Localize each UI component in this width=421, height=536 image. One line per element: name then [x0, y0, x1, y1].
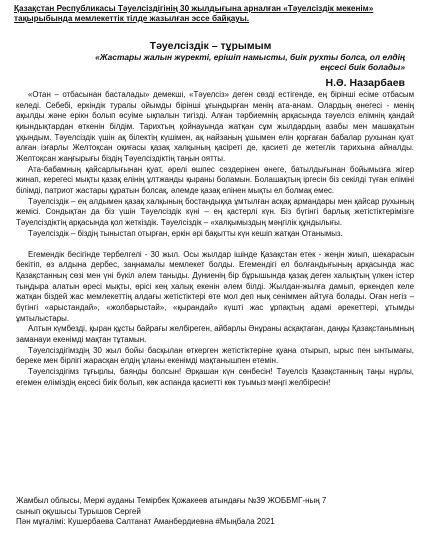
contest-header: Қазақстан Республикасы Тәуелсіздігінің 30 жылдығына арналған «Тәуелсіздік мекенім» тақырыбында мемлекеттік тілде жазылған эссе байқауы. — [14, 4, 374, 23]
signature-teacher-line: Пән мұғалімі: Кушербаева Салтанат Аманбердиевна #Мыңбала 2021 — [16, 517, 275, 526]
essay-paragraph: Тәуелсіздік – біздің тыныстап отырған, еркін әрі бақытты күн кешіп жатқан Отанымыз. — [28, 228, 343, 238]
essay-paragraph: Тәуелсіздік – ең алдымен қазақ халқының бостандыққа ұмтылған асқақ армандары мен қайсар рухының жемісі. Сондықтан да біз үшін Тәуелсіздік күні – ең қастерлі күн. Біз бүгінгі барлық жетістіктерімізге Тәуелсіздіктің арқасында қол жеткіздік. Тәуелсіздік – «халқымыздың мәңгілік құндылығы. — [16, 196, 414, 227]
essay-paragraph: Тәуелсіздігімздің 30 жыл бойы басқылан өткерген жетістіктеріне қуана отырып, ырыс пен ынтымағы, береке мен бірлігі жарасқан елдің ұланы екенімді мақтанышпен етемін. — [16, 345, 414, 366]
essay-paragraph: Тәуелсіздігімз тұғырлы, баянды болсын! Әрқашан күн сөнбесін! Тәуелсіз Қазақстанның таңы нұрлы, егемен еліміздің еңсесі биік болып, көк аспанда қасиетті көк туымыз мәңгі желбіресін! — [16, 367, 414, 387]
essay-paragraph: «Отан – отбасынан басталады» демекші, «Тәуелсіз» деген сөзді естігенде, ең бірінші есіме отбасым келеді. Себебі, еркіндік туралы ойымды бірінші ұғындырған менің ата-анам. Олардың өнегесі - менің ақылды және ерікн болып өсуіме ықпалын тигізді. Алған тәрбиемнің арқасында тәуелсіз елімнің қандай қиындықтардан өткенін білдім. Тарихтың қойнауында жатқан сұм жылдардың азабы мен машақатын ұқындым. Тәуелсіздік үшін ақ білектің күшімен, ақ найзаның ұшымен елін қорғаған бабалар рухынан қуат алған ізғарлы Желтоқсан оқиғасы қазақ халқының қасіреті де, қасиеті де жетеглік тарихына айналды. Желтоқсан жаңғырығы біздің Тәуелсіздіктің таңын оятты. — [16, 90, 414, 163]
essay-paragraph: Ата-бабамның қайсарлығынан қуат, әрелі өшпес сөздерінен өнеге, батылдығынан бойымызға жігер жинап, керегесі мықты қазақ елінің ұлтжанды қыраны боламын. Болашақтың іргесін біз секілді түған еліміні білімді, патриот жастары құратын болсақ, әлемде қазақ елінен мықты ел болмақ емес. — [16, 164, 414, 195]
epigraph-quote: «Жастары жалын жүректі, ерішіп намысты, биік рухты болса, ол елдің еңсесі биік болады» — [95, 52, 405, 72]
author-signature — [16, 496, 416, 528]
signature-student-line: сынып оқушысы Турышов Сергей — [16, 506, 141, 516]
essay-title: Тәуелсіздік – тұрымым — [149, 40, 272, 52]
essay-body — [16, 90, 414, 388]
signature-school-line: Жамбыл облысы, Меркі ауданы Темірбек Қожакеев атындағы №39 ЖОББМГ-ның 7 — [16, 496, 327, 505]
essay-paragraph: Алтын күмбезді, қыран құсты байрағы желбіреген, айбарлы Әнұраны асқақтаған, даңқы Қазақстанымның заманауи екенімді мақтан тұтамын. — [16, 324, 414, 345]
essay-paragraph: Егемендік бесігінде тербелгелі - 30 жыл. Осы жылдар ішінде Қазақстан етек - жеңін жиып, шекарасын бекітіп, өз алдына дербес, заңнамалы мемлекет болды. Егемендігі ел болғандығының арқасында жас Қазақстанның сөзі мен үні бүкіл әлем таныды. Дүниенің бір бұрышында қазақ деген халықтың үлкен істер тыңдыра алатын өресі мықты, өрісі кең халық екенін әлем білді. Жылдан-жылға дамып, өркендеп келе жатқан біздей жас мемлекеттің алдағы жетістіктері өте мол деп нық сеніммен айтуға болады. Оған негіз – бүгінгі «арыстандай», «жолбарыстай», «қырандай» күшті жас ұрпақтың адамі әрекеттері, ұтымды ұмтылыстары. — [16, 249, 414, 323]
epigraph-author: Н.Ә. Назарбаев — [325, 77, 405, 89]
